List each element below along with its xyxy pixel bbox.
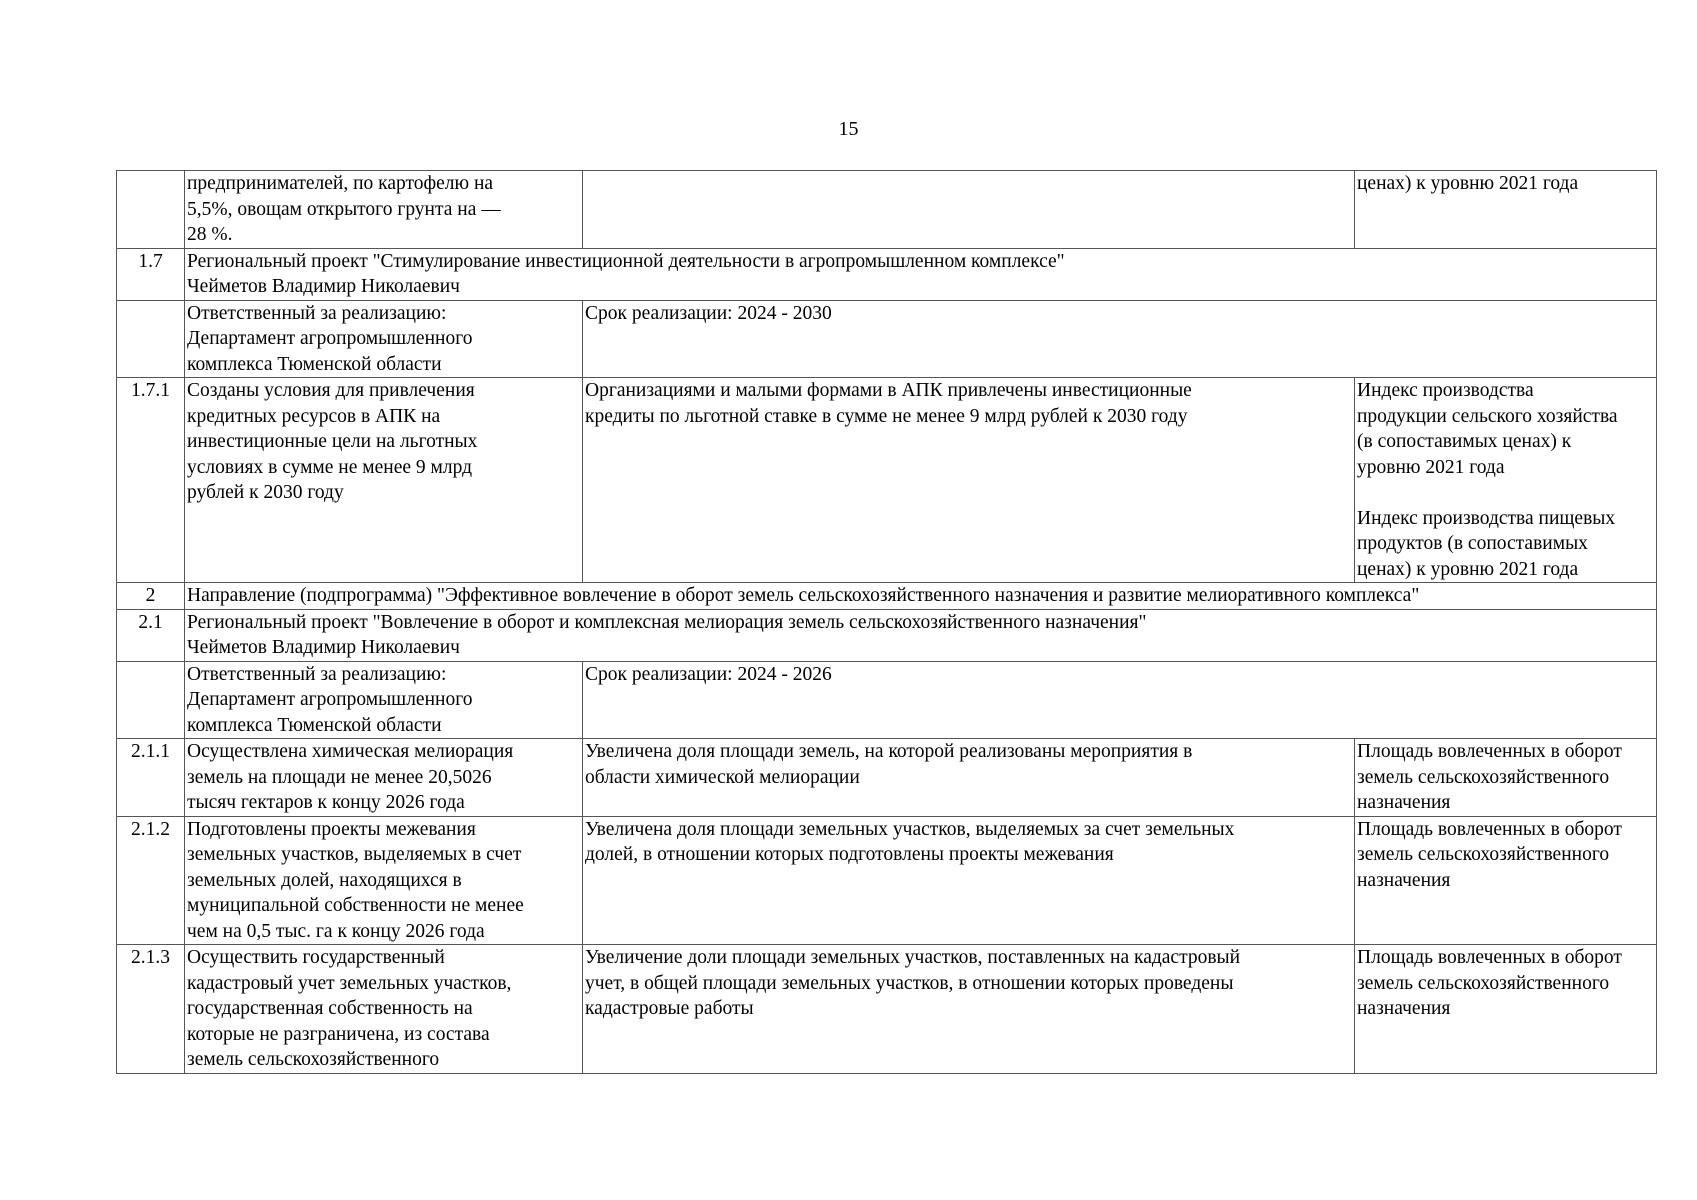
task-cell: Осуществить государственный кадастровый учет земельных участков, государственная собственность на которые не разграничена, из состава земель сельскохозяйственного: [185, 945, 583, 1074]
table-row: [117, 300, 1657, 378]
term-cell: Срок реализации: 2024 - 2026: [583, 661, 1657, 739]
table-row: [117, 171, 1657, 249]
program-table: [116, 170, 1657, 1074]
row-number: [117, 661, 185, 739]
task-cell: Созданы условия для привлечения кредитных ресурсов в АПК на инвестиционные цели на льготных условиях в сумме не менее 9 млрд рублей к 2030 году: [185, 378, 583, 583]
row-number: 2: [117, 583, 185, 610]
task-cell: Подготовлены проекты межевания земельных участков, выделяемых в счет земельных долей, находящихся в муниципальной собственности не менее чем на 0,5 тыс. га к концу 2026 года: [185, 816, 583, 945]
result-cell: Организациями и малыми формами в АПК привлечены инвестиционные кредиты по льготной ставке в сумме не менее 9 млрд рублей к 2030 году: [583, 378, 1355, 583]
table-row: [117, 739, 1657, 817]
indicator-cell: ценах) к уровню 2021 года: [1355, 171, 1657, 249]
table-row: [117, 816, 1657, 945]
row-number: 1.7.1: [117, 378, 185, 583]
task-cell: предпринимателей, по картофелю на 5,5%, овощам открытого грунта на — 28 %.: [185, 171, 583, 249]
row-number: 2.1.3: [117, 945, 185, 1074]
indicator-cell: Площадь вовлеченных в оборот земель сельскохозяйственного назначения: [1355, 816, 1657, 945]
row-number: [117, 300, 185, 378]
page-number: 15: [838, 118, 859, 140]
row-number: 1.7: [117, 248, 185, 300]
table-row: [117, 661, 1657, 739]
project-title-cell: Региональный проект "Стимулирование инвестиционной деятельности в агропромышленном комплексе" Чейметов Владимир Николаевич: [185, 248, 1657, 300]
project-title-cell: Региональный проект "Вовлечение в оборот и комплексная мелиорация земель сельскохозяйственного назначения" Чейметов Владимир Николаевич: [185, 609, 1657, 661]
table-row: [117, 378, 1657, 583]
indicator-text: Индекс производства продукции сельского хозяйства (в сопоставимых ценах) к уровню 2021 года: [1357, 380, 1618, 478]
table-row: [117, 248, 1657, 300]
result-cell: Увеличена доля площади земель, на которой реализованы мероприятия в области химической мелиорации: [583, 739, 1355, 817]
row-number: 2.1.1: [117, 739, 185, 817]
term-cell: Срок реализации: 2024 - 2030: [583, 300, 1657, 378]
task-cell: Осуществлена химическая мелиорация земель на площади не менее 20,5026 тысяч гектаров к концу 2026 года: [185, 739, 583, 817]
direction-title-cell: Направление (подпрограмма) "Эффективное вовлечение в оборот земель сельскохозяйственного назначения и развитие мелиоративного комплекса": [185, 583, 1657, 610]
table-row: [117, 609, 1657, 661]
row-number: [117, 171, 185, 249]
table-row: [117, 583, 1657, 610]
row-number: 2.1.2: [117, 816, 185, 945]
indicator-cell: [1355, 378, 1657, 583]
result-cell: Увеличена доля площади земельных участков, выделяемых за счет земельных долей, в отношении которых подготовлены проекты межевания: [583, 816, 1355, 945]
table-row: [117, 945, 1657, 1074]
indicator-text: Индекс производства пищевых продуктов (в сопоставимых ценах) к уровню 2021 года: [1357, 507, 1616, 580]
responsible-cell: Ответственный за реализацию: Департамент агропромышленного комплекса Тюменской области: [185, 661, 583, 739]
result-cell: [583, 171, 1355, 249]
indicator-cell: Площадь вовлеченных в оборот земель сельскохозяйственного назначения: [1355, 945, 1657, 1074]
responsible-cell: Ответственный за реализацию: Департамент агропромышленного комплекса Тюменской области: [185, 300, 583, 378]
indicator-cell: Площадь вовлеченных в оборот земель сельскохозяйственного назначения: [1355, 739, 1657, 817]
row-number: 2.1: [117, 609, 185, 661]
result-cell: Увеличение доли площади земельных участков, поставленных на кадастровый учет, в общей площади земельных участков, в отношении которых проведены кадастровые работы: [583, 945, 1355, 1074]
